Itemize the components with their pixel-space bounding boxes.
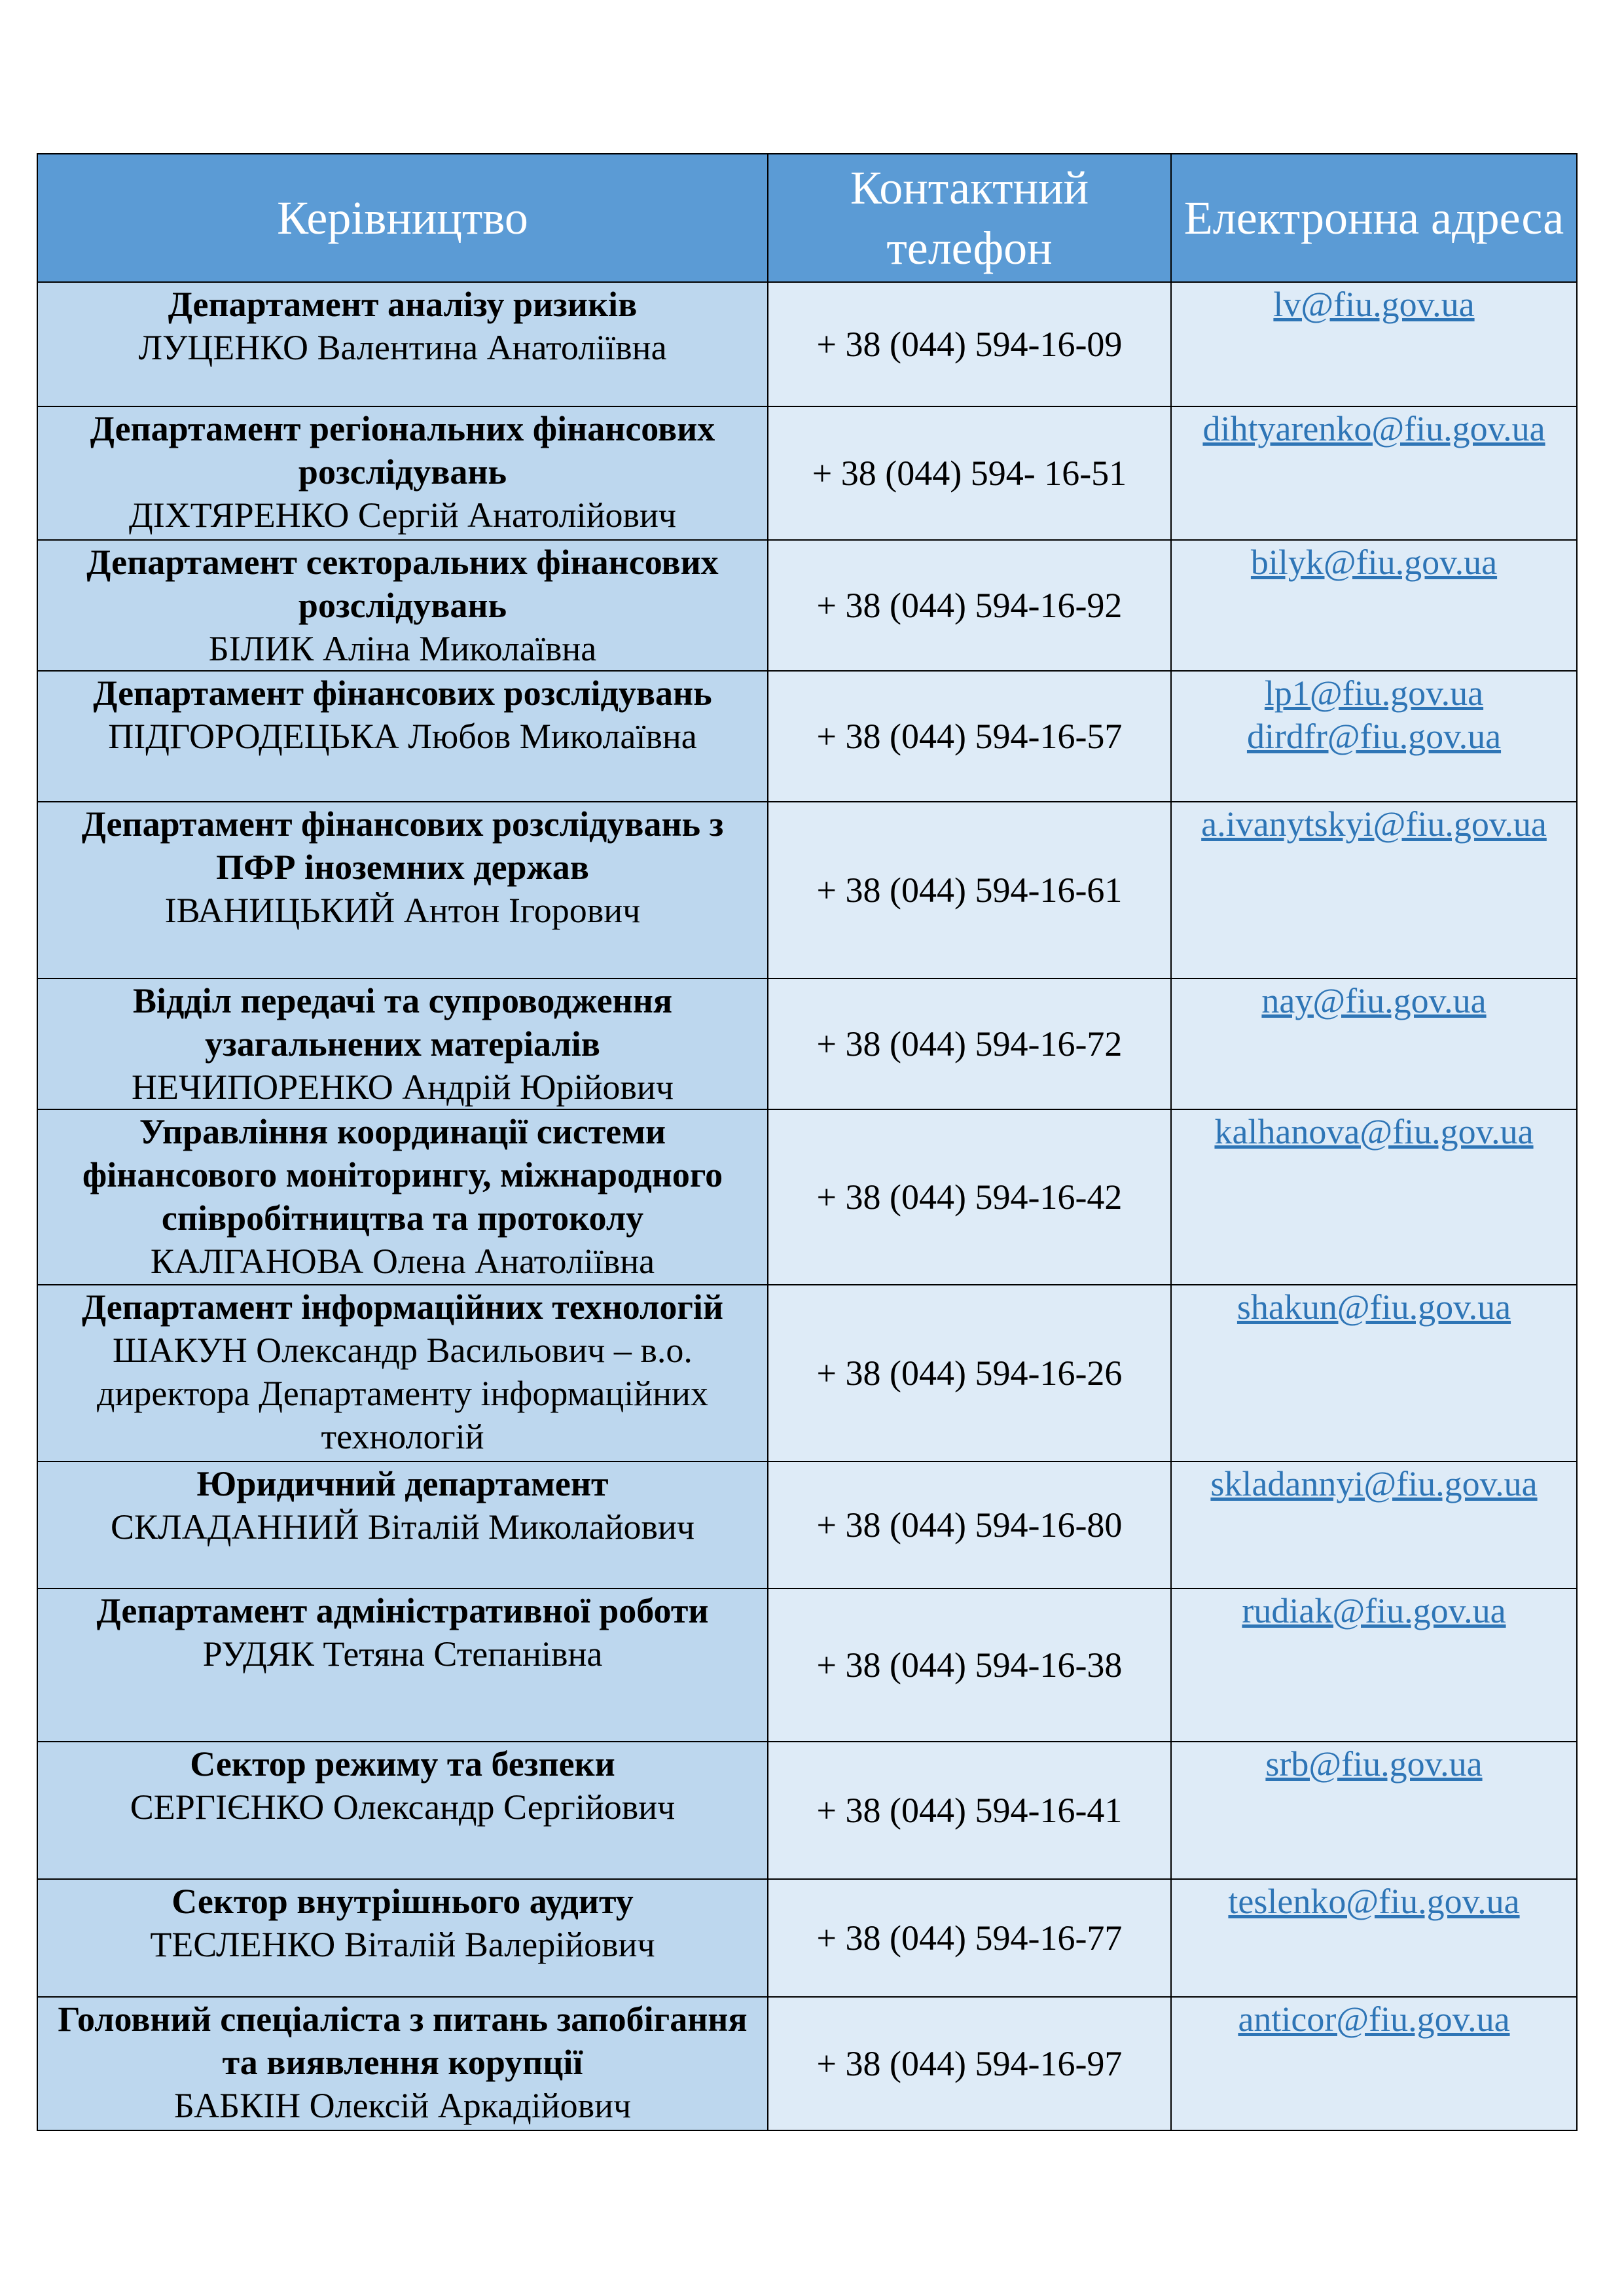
department-name: Департамент адміністративної роботи [96, 1591, 709, 1630]
email-cell [1171, 1588, 1577, 1742]
email-link[interactable]: teslenko@fiu.gov.ua [1228, 1882, 1520, 1921]
phone-number: + 38 (044) 594-16-80 [768, 1462, 1171, 1588]
person-name: ЛУЦЕНКО Валентина Анатоліївна [138, 328, 667, 367]
email-cell [1171, 1742, 1577, 1879]
phone-number: + 38 (044) 594-16-57 [768, 671, 1171, 802]
department-cell [37, 1285, 768, 1462]
email-link[interactable]: bilyk@fiu.gov.ua [1250, 543, 1498, 582]
department-cell [37, 1109, 768, 1285]
person-name: РУДЯК Тетяна Степанівна [202, 1634, 603, 1674]
person-name: СКЛАДАННИЙ Віталій Миколайович [110, 1507, 695, 1547]
table-row [37, 540, 1577, 671]
email-link[interactable]: rudiak@fiu.gov.ua [1242, 1591, 1506, 1630]
table-row [37, 802, 1577, 978]
phone-number: + 38 (044) 594-16-09 [768, 282, 1171, 406]
department-name: Департамент інформаційних технологій [81, 1287, 724, 1327]
email-link[interactable]: nay@fiu.gov.ua [1261, 981, 1487, 1020]
table-row [37, 978, 1577, 1109]
department-cell [37, 1462, 768, 1588]
email-cell [1171, 540, 1577, 671]
phone-number: + 38 (044) 594-16-41 [768, 1742, 1171, 1879]
email-cell [1171, 671, 1577, 802]
department-name: Департамент секторальних фінансових розслідувань [86, 543, 719, 625]
email-link[interactable]: skladannyi@fiu.gov.ua [1210, 1464, 1538, 1503]
person-name: ШАКУН Олександр Васильович – в.о. директора Департаменту інформаційних технологій [97, 1331, 708, 1456]
email-link[interactable]: shakun@fiu.gov.ua [1236, 1287, 1511, 1327]
person-name: КАЛГАНОВА Олена Анатоліївна [150, 1242, 655, 1281]
person-name: БІЛИК Аліна Миколаївна [208, 629, 597, 668]
department-name: Сектор внутрішнього аудиту [171, 1882, 634, 1921]
email-cell [1171, 978, 1577, 1109]
department-cell [37, 1879, 768, 1997]
department-name: Департамент фінансових розслідувань [93, 673, 712, 713]
department-cell [37, 978, 768, 1109]
department-cell [37, 802, 768, 978]
department-cell [37, 282, 768, 406]
phone-number: + 38 (044) 594-16-92 [768, 540, 1171, 671]
department-name: Департамент фінансових розслідувань з ПФР іноземних держав [81, 804, 724, 887]
email-link[interactable]: lp1@fiu.gov.ua [1264, 673, 1484, 713]
department-cell [37, 406, 768, 540]
person-name: ІВАНИЦЬКИЙ Антон Ігорович [164, 891, 641, 930]
email-link[interactable]: dihtyarenko@fiu.gov.ua [1202, 409, 1545, 448]
email-cell [1171, 1109, 1577, 1285]
email-cell [1171, 1462, 1577, 1588]
phone-number: + 38 (044) 594-16-61 [768, 802, 1171, 978]
department-cell [37, 1588, 768, 1742]
table-row [37, 282, 1577, 406]
department-name: Департамент регіональних фінансових розслідувань [90, 409, 715, 492]
person-name: НЕЧИПОРЕНКО Андрій Юрійович [132, 1067, 674, 1107]
email-cell [1171, 406, 1577, 540]
person-name: БАБКІН Олексій Аркадійович [173, 2086, 632, 2125]
header-management: Керівництво [37, 154, 768, 282]
header-phone: Контактний телефон [768, 154, 1171, 282]
email-cell [1171, 1997, 1577, 2130]
person-name: ДІХТЯРЕНКО Сергій Анатолійович [128, 495, 677, 535]
email-cell [1171, 1879, 1577, 1997]
department-name: Відділ передачі та супроводження узагальнених матеріалів [132, 981, 673, 1064]
department-cell [37, 1997, 768, 2130]
department-name: Юридичний департамент [196, 1464, 609, 1503]
table-header-row [37, 154, 1577, 282]
table-row [37, 671, 1577, 802]
table-row [37, 406, 1577, 540]
department-name: Сектор режиму та безпеки [190, 1744, 615, 1784]
table-row [37, 1462, 1577, 1588]
email-cell [1171, 1285, 1577, 1462]
email-link[interactable]: a.ivanytskyi@fiu.gov.ua [1201, 804, 1547, 844]
table-body [37, 282, 1577, 2130]
email-link[interactable]: anticor@fiu.gov.ua [1238, 2000, 1510, 2039]
department-name: Управління координації системи фінансового моніторингу, міжнародного співробітництва та протоколу [82, 1112, 723, 1238]
table-row [37, 1109, 1577, 1285]
table-row [37, 1588, 1577, 1742]
table-row [37, 1997, 1577, 2130]
email-link[interactable]: srb@fiu.gov.ua [1265, 1744, 1483, 1784]
email-link[interactable]: kalhanova@fiu.gov.ua [1214, 1112, 1534, 1151]
table-row [37, 1879, 1577, 1997]
email-link[interactable]: lv@fiu.gov.ua [1273, 285, 1475, 324]
email-cell [1171, 282, 1577, 406]
person-name: СЕРГІЄНКО Олександр Сергійович [130, 1787, 676, 1827]
phone-number: + 38 (044) 594-16-42 [768, 1109, 1171, 1285]
phone-number: + 38 (044) 594-16-77 [768, 1879, 1171, 1997]
phone-number: + 38 (044) 594-16-38 [768, 1588, 1171, 1742]
email-cell [1171, 802, 1577, 978]
phone-number: + 38 (044) 594-16-26 [768, 1285, 1171, 1462]
email-link[interactable]: dirdfr@fiu.gov.ua [1246, 717, 1502, 756]
table-row [37, 1285, 1577, 1462]
person-name: ПІДГОРОДЕЦЬКА Любов Миколаївна [108, 717, 697, 756]
phone-number: + 38 (044) 594- 16-51 [768, 406, 1171, 540]
header-email: Електронна адреса [1171, 154, 1577, 282]
department-name: Департамент аналізу ризиків [168, 285, 638, 324]
person-name: ТЕСЛЕНКО Віталій Валерійович [150, 1925, 655, 1964]
contacts-table [37, 153, 1578, 2131]
department-cell [37, 671, 768, 802]
phone-number: + 38 (044) 594-16-72 [768, 978, 1171, 1109]
department-cell [37, 540, 768, 671]
table-row [37, 1742, 1577, 1879]
department-cell [37, 1742, 768, 1879]
department-name: Головний спеціаліста з питань запобігання та виявлення корупції [58, 2000, 748, 2082]
phone-number: + 38 (044) 594-16-97 [768, 1997, 1171, 2130]
